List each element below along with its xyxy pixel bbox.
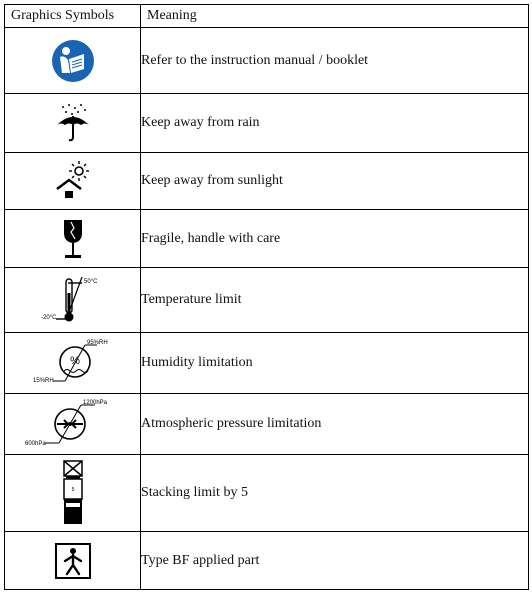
symbol-cell [5, 268, 141, 333]
meaning-cell: Stacking limit by 5 [141, 455, 529, 532]
stacking-limit-icon [53, 458, 93, 528]
umbrella-rain-icon [51, 101, 95, 145]
table-row [5, 455, 529, 532]
humidity-percent-symbol: % [69, 355, 80, 367]
stacking-number-label: 5 [71, 487, 74, 493]
symbol-cell [5, 455, 141, 532]
header-graphics-symbols: Graphics Symbols [5, 5, 141, 28]
meaning-cell: Keep away from sunlight [141, 153, 529, 210]
meaning-cell: Temperature limit [141, 268, 529, 333]
fragile-glass-icon [51, 217, 95, 261]
type-bf-applied-part-icon [53, 541, 93, 581]
table-row [5, 94, 529, 153]
symbol-cell [5, 394, 141, 455]
read-manual-icon [51, 39, 95, 83]
symbol-cell [5, 532, 141, 590]
temperature-limit-icon [38, 273, 108, 327]
symbol-cell [5, 210, 141, 268]
pressure-lower-label: 600hPa [24, 441, 46, 447]
meaning-cell: Type BF applied part [141, 532, 529, 590]
meaning-cell: Fragile, handle with care [141, 210, 529, 268]
table-row [5, 532, 529, 590]
symbol-cell [5, 94, 141, 153]
table-row [5, 28, 529, 94]
sunlight-icon [51, 159, 95, 203]
symbol-cell [5, 153, 141, 210]
meaning-cell: Refer to the instruction manual / booklet [141, 28, 529, 94]
table-row [5, 333, 529, 394]
table-row [5, 153, 529, 210]
header-row [5, 5, 529, 28]
humidity-limit-icon [27, 336, 119, 390]
temperature-upper-label: 50°C [83, 279, 97, 285]
meaning-cell: Humidity limitation [141, 333, 529, 394]
symbol-cell [5, 28, 141, 94]
table-row [5, 210, 529, 268]
symbols-table [4, 4, 529, 590]
meaning-cell: Atmospheric pressure limitation [141, 394, 529, 455]
table-row [5, 394, 529, 455]
pressure-limit-icon [23, 397, 123, 451]
meaning-cell: Keep away from rain [141, 94, 529, 153]
pressure-upper-label: 1200hPa [82, 400, 107, 406]
temperature-lower-label: -20°C [40, 315, 56, 321]
humidity-lower-label: 15%RH [32, 378, 54, 384]
symbol-cell [5, 333, 141, 394]
table-row [5, 268, 529, 333]
humidity-upper-label: 95%RH [86, 340, 108, 346]
header-meaning: Meaning [141, 5, 529, 28]
